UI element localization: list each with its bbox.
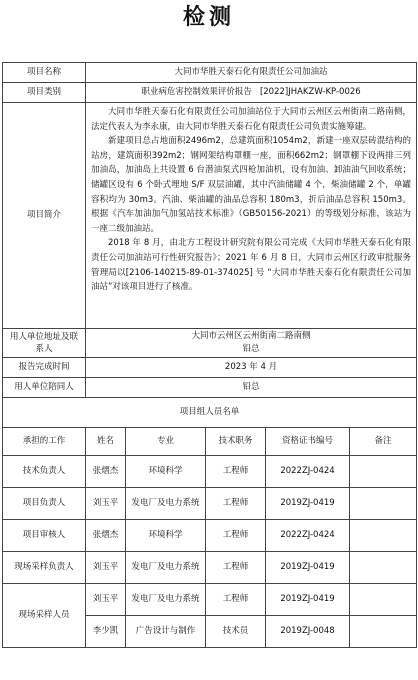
cell-remark bbox=[350, 584, 417, 616]
completion-label: 报告完成时间 bbox=[3, 358, 86, 378]
table-row bbox=[3, 488, 417, 520]
cell-work: 项目负责人 bbox=[3, 488, 86, 520]
row-project-name bbox=[3, 63, 417, 83]
project-type-value: 职业病危害控制效果评价报告 [2022]JHAKZW-KP-0026 bbox=[86, 83, 417, 103]
row-responsible bbox=[3, 378, 417, 398]
cell-name: 张熠杰 bbox=[86, 520, 126, 552]
row-completion bbox=[3, 358, 417, 378]
cell-work: 项目审核人 bbox=[3, 520, 86, 552]
cell-cert: 2022ZJ-0424 bbox=[266, 520, 350, 552]
cell-remark bbox=[350, 488, 417, 520]
cell-remark bbox=[350, 456, 417, 488]
completion-value: 2023 年 4 月 bbox=[86, 358, 417, 378]
cell-cert: 2019ZJ-0419 bbox=[266, 488, 350, 520]
table-row bbox=[3, 456, 417, 488]
table-row bbox=[3, 520, 417, 552]
cell-position: 工程师 bbox=[206, 520, 266, 552]
cell-cert: 2019ZJ-0419 bbox=[266, 584, 350, 616]
document-title: 检测 bbox=[182, 5, 235, 30]
responsible-label: 用人单位陪同人 bbox=[3, 378, 86, 398]
cell-major: 发电厂及电力系统 bbox=[126, 584, 206, 616]
row-project-intro bbox=[3, 103, 417, 329]
cell-major: 广告设计与制作 bbox=[126, 616, 206, 648]
project-name-value: 大同市华胜天泰石化有限责任公司加油站 bbox=[86, 63, 417, 83]
cell-major: 环境科学 bbox=[126, 456, 206, 488]
cell-major: 发电厂及电力系统 bbox=[126, 552, 206, 584]
cell-cert: 2022ZJ-0424 bbox=[266, 456, 350, 488]
address-text: 大同市云州区云州街南二路南侧 bbox=[191, 331, 311, 341]
header-name: 姓名 bbox=[86, 428, 126, 456]
cell-name: 刘玉平 bbox=[86, 552, 126, 584]
cell-name: 张熠杰 bbox=[86, 456, 126, 488]
team-title: 项目组人员名单 bbox=[3, 398, 417, 428]
project-intro-content bbox=[86, 103, 417, 329]
cell-position: 技术员 bbox=[206, 616, 266, 648]
cell-work: 技术负责人 bbox=[3, 456, 86, 488]
intro-paragraph: 大同市华胜天泰石化有限责任公司加油站位于大同市云州区云州街南二路南侧，法定代表人为李永康，由大同市华胜天泰石化有限责任公司负责实施筹建。 bbox=[91, 107, 412, 132]
cell-major: 发电厂及电力系统 bbox=[126, 488, 206, 520]
row-project-type bbox=[3, 83, 417, 103]
cell-name: 刘玉平 bbox=[86, 584, 126, 616]
cell-name: 刘玉平 bbox=[86, 488, 126, 520]
project-info-table bbox=[2, 62, 417, 648]
intro-paragraph: 新建项目总占地面积2496m2，总建筑面积1054m2，新建一座双层砖混结构的站房，建筑面积392m2；钢网架结构罩棚一座，面积662m2；钢罩棚下设两排三列加油岛，加油岛上共设置 6 台潜油泵式四枪加油机，设有加油、卸油油气回收系统；储罐区设有 6 个卧式埋地 S/F 双层油罐，其中汽油储罐 4 个，柴油储罐 2 个，单罐容积均为 30m3。汽油、柴油罐的油品总容积 180m3，折后油品总容积 150m3。根据《汽车加油加气加氢站技术标准》（GB50156-2021）的等级划分标准，该站为一座二级加油站。 bbox=[91, 136, 412, 234]
cell-position: 工程师 bbox=[206, 456, 266, 488]
cell-major: 环境科学 bbox=[126, 520, 206, 552]
cell-remark bbox=[350, 552, 417, 584]
cell-position: 工程师 bbox=[206, 488, 266, 520]
contact-person: 铅总 bbox=[242, 344, 260, 354]
header-major: 专业 bbox=[126, 428, 206, 456]
cell-remark bbox=[350, 616, 417, 648]
row-team-title bbox=[3, 398, 417, 428]
header-remark: 备注 bbox=[350, 428, 417, 456]
team-header-row bbox=[3, 428, 417, 456]
address-label: 用人单位地址及联系人 bbox=[3, 329, 86, 358]
cell-work: 现场采样负责人 bbox=[3, 552, 86, 584]
project-name-label: 项目名称 bbox=[3, 63, 86, 83]
address-value bbox=[86, 329, 417, 358]
header-work: 承担的工作 bbox=[3, 428, 86, 456]
table-row bbox=[3, 584, 417, 616]
header-cert: 资格证书编号 bbox=[266, 428, 350, 456]
intro-paragraph: 2018 年 8 月，由北方工程设计研究院有限公司完成《大同市华胜天泰石化有限责任公司加油站可行性研究报告》；2021 年 6 月 8 日，大同市云州区行政审批服务管理局以[2106-140215-89-01-374025] 号 “大同市华胜天泰石化有限责任公司加油站”对该项目进行了核准。 bbox=[91, 238, 412, 293]
row-address bbox=[3, 329, 417, 358]
cell-position: 工程师 bbox=[206, 584, 266, 616]
cell-position: 工程师 bbox=[206, 552, 266, 584]
cell-work: 现场采样人员 bbox=[3, 584, 86, 648]
project-intro-label: 项目简介 bbox=[3, 103, 86, 329]
cell-cert: 2019ZJ-0048 bbox=[266, 616, 350, 648]
header-position: 技术职务 bbox=[206, 428, 266, 456]
project-type-label: 项目类别 bbox=[3, 83, 86, 103]
cell-cert: 2019ZJ-0419 bbox=[266, 552, 350, 584]
table-row bbox=[3, 552, 417, 584]
cell-name: 李少凯 bbox=[86, 616, 126, 648]
responsible-value: 铅总 bbox=[86, 378, 417, 398]
cell-remark bbox=[350, 520, 417, 552]
